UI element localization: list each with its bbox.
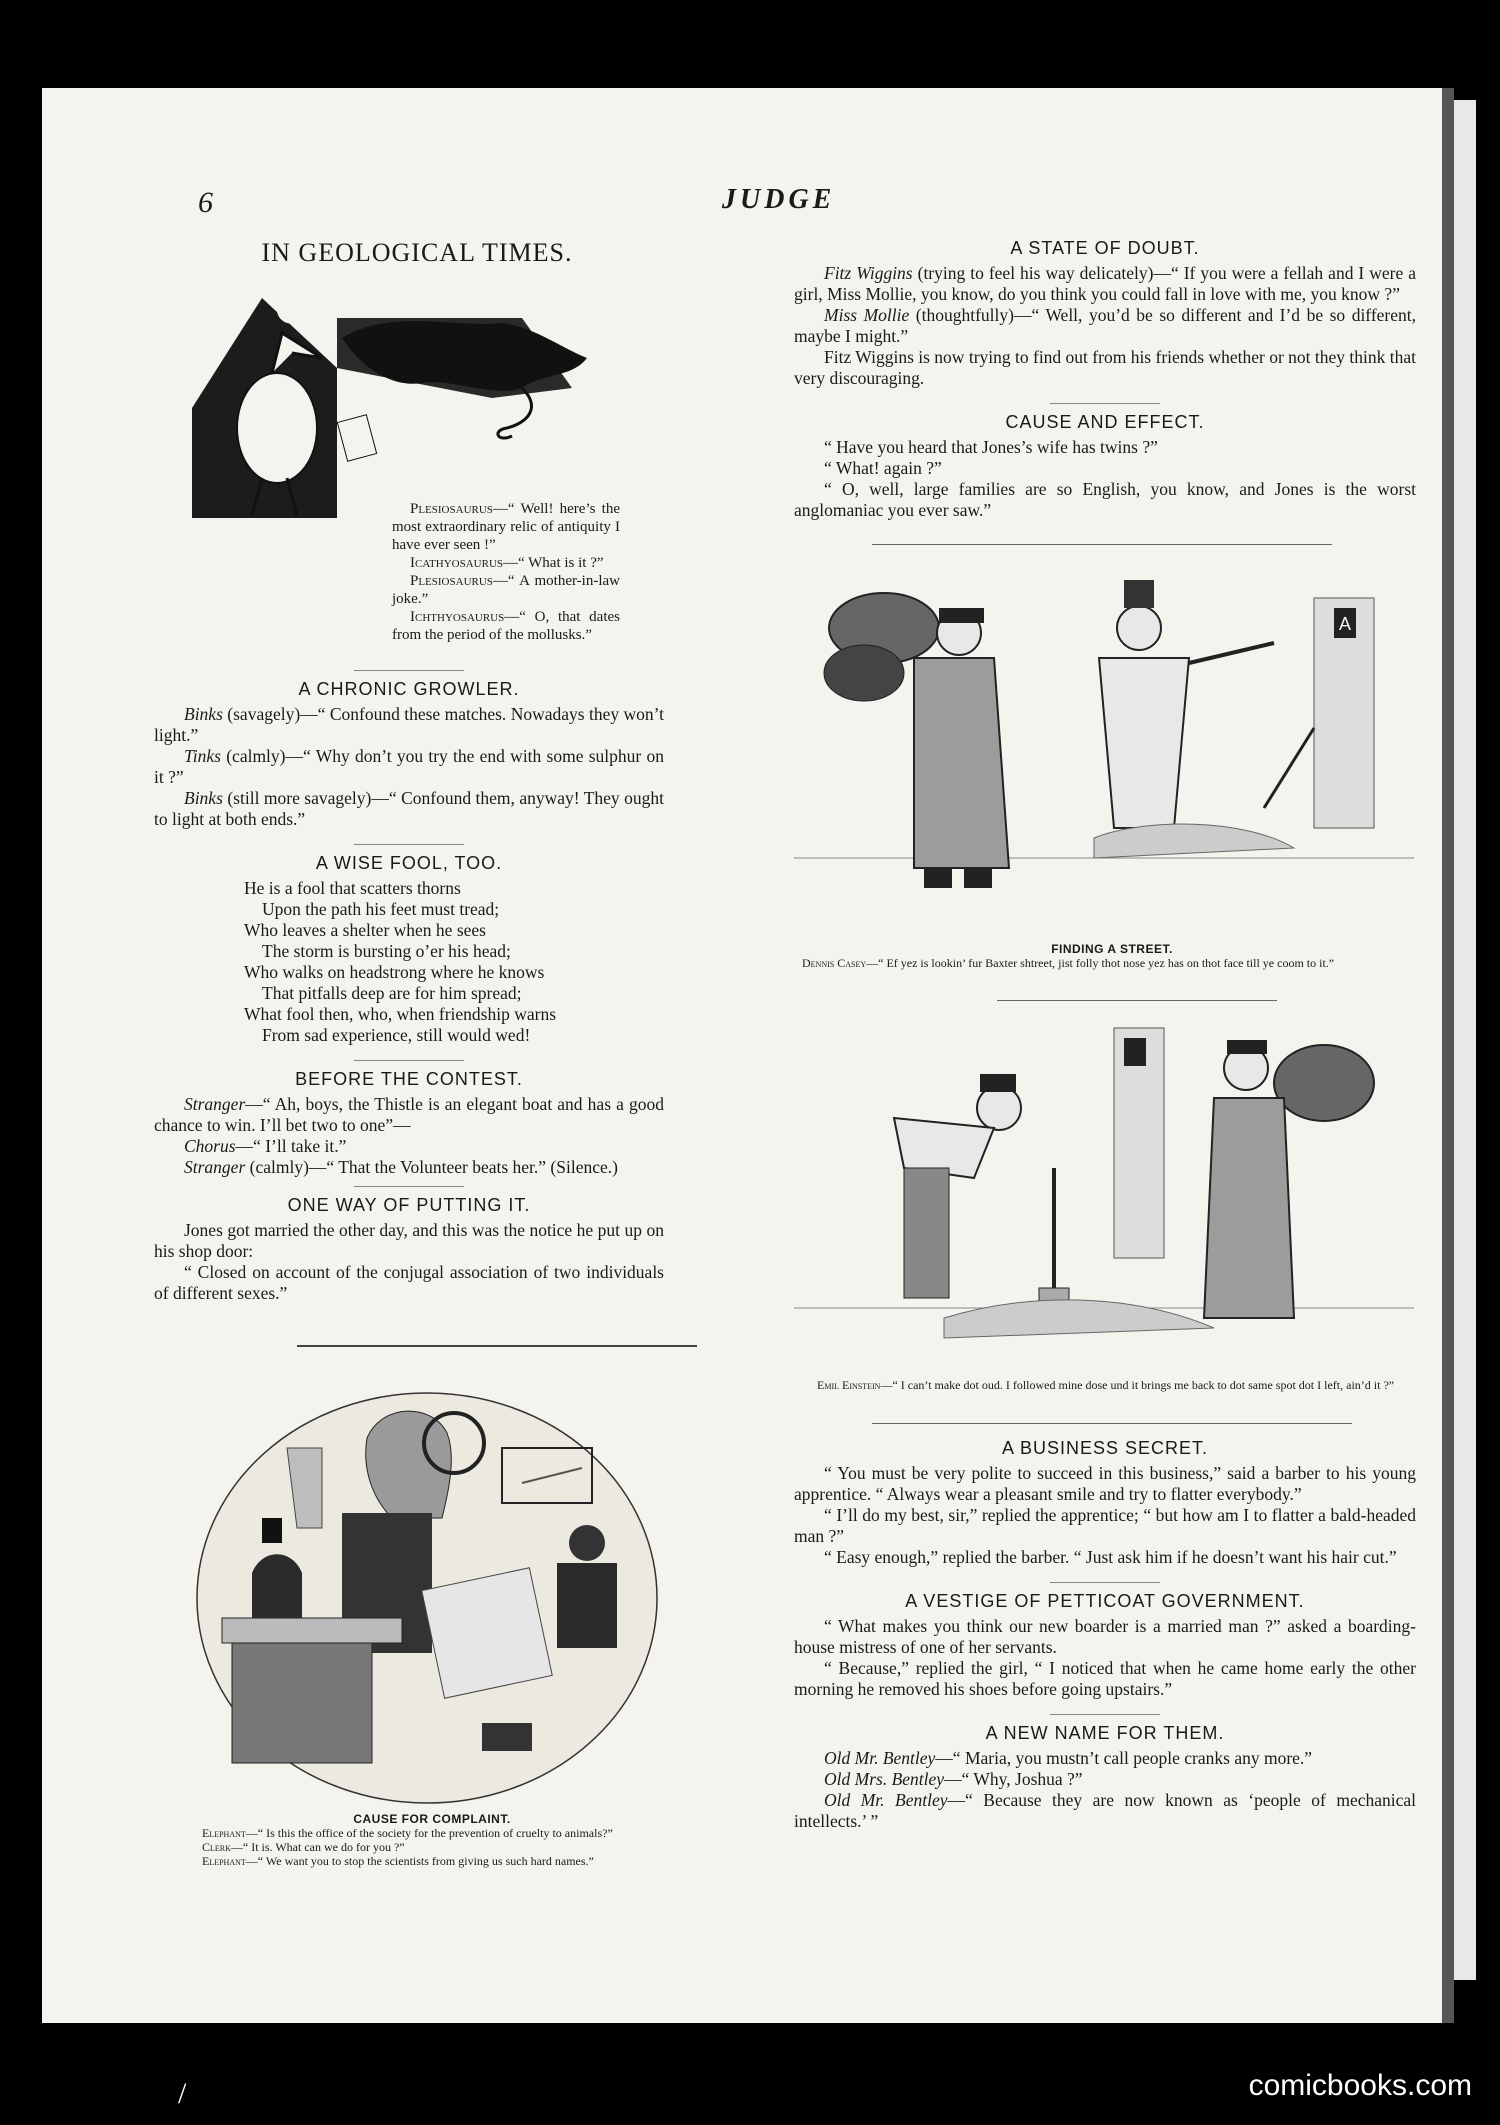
caption-line	[202, 1854, 662, 1868]
speaker: Icathyosaurus	[410, 555, 504, 571]
speaker: Miss Mollie	[824, 305, 910, 325]
line-text: —“ Why, Joshua ?”	[944, 1769, 1083, 1789]
line-text: (still more savagely)—“ Confound them, anyway! They ought to light at both ends.”	[154, 788, 664, 829]
dialogue-line	[392, 500, 620, 554]
dialogue-line	[154, 746, 664, 788]
dialogue-line	[392, 572, 620, 608]
chronic-title: A CHRONIC GROWLER.	[298, 679, 520, 699]
verse-line: What fool then, who, when friendship warns	[244, 1004, 557, 1024]
caption-line	[202, 1840, 662, 1854]
section-rule	[872, 544, 1332, 545]
wisefool-poem	[154, 878, 664, 1046]
speaker: Fitz Wiggins	[824, 263, 913, 283]
speaker: Elephant	[202, 1826, 246, 1840]
speaker: Stranger	[184, 1157, 246, 1177]
section-rule	[297, 1345, 697, 1347]
section-rule	[997, 1000, 1277, 1001]
divider	[1050, 403, 1160, 404]
line-text: —“ Well! here’s the most extraordinary relic of antiquity I have ever seen !”	[392, 501, 620, 553]
dialogue-line	[154, 1094, 664, 1136]
speaker: Elephant	[202, 1854, 246, 1868]
dialogue-line	[794, 263, 1416, 305]
right-column-bottom	[794, 1438, 1416, 1832]
paragraph: “ What makes you think our new boarder is a married man ?” asked a boarding-house mistress of one of her servants.	[794, 1616, 1416, 1657]
dialogue-line	[794, 1769, 1416, 1790]
speaker: Binks	[184, 788, 223, 808]
divider	[354, 844, 464, 845]
speaker: Chorus	[184, 1136, 236, 1156]
street-caption-title: FINDING A STREET.	[1051, 942, 1173, 956]
line-text: —“ Ef yez is lookin’ fur Baxter shtreet, jist folly thot nose yez has on thot face till ye coom to it.”	[866, 956, 1335, 970]
einstein-illustration	[794, 1018, 1414, 1353]
speaker: Stranger	[184, 1094, 246, 1114]
speaker: Emil Einstein	[817, 1378, 881, 1392]
paragraph: “ Easy enough,” replied the barber. “ Just ask him if he doesn’t want his hair cut.”	[824, 1547, 1397, 1567]
divider	[354, 1186, 464, 1187]
complaint-caption	[202, 1812, 662, 1868]
line-text: —“ Ah, boys, the Thistle is an elegant boat and has a good chance to win. I’ll bet two to one”—	[154, 1094, 664, 1135]
business-title: A BUSINESS SECRET.	[1001, 1438, 1209, 1458]
page-number: 6	[198, 186, 213, 219]
speaker: Tinks	[184, 746, 221, 766]
dialogue-line	[154, 1157, 664, 1178]
dialogue-line	[154, 1136, 664, 1157]
oneway-title: ONE WAY OF PUTTING IT.	[287, 1195, 531, 1215]
einstein-caption	[817, 1378, 1417, 1392]
section-rule	[872, 1423, 1352, 1424]
geological-dialogue	[392, 500, 620, 644]
right-column-top	[794, 238, 1416, 521]
line-text: (savagely)—“ Confound these matches. Nowadays they won’t light.”	[154, 704, 664, 745]
verse-line: From sad experience, still would wed!	[262, 1025, 531, 1045]
line-text: (thoughtfully)—“ Well, you’d be so different and I’d be so different, maybe I might.”	[794, 305, 1416, 346]
divider	[354, 1060, 464, 1061]
geological-article	[192, 238, 642, 268]
dialogue-line	[794, 1748, 1416, 1769]
scan-mark: /	[178, 2077, 187, 2110]
paragraph: Fitz Wiggins is now trying to find out from his friends whether or not they think that very discouraging.	[794, 347, 1416, 388]
dialogue-line	[794, 1790, 1416, 1832]
paragraph: “ Have you heard that Jones’s wife has twins ?”	[824, 437, 1158, 457]
line-text: —“ What is it ?”	[503, 555, 604, 571]
street-illustration	[794, 568, 1414, 908]
doubt-title: A STATE OF DOUBT.	[1010, 238, 1200, 258]
speaker: Old Mr. Bentley	[824, 1748, 936, 1768]
geological-title: IN GEOLOGICAL TIMES.	[261, 238, 573, 267]
speaker: Old Mrs. Bentley	[824, 1769, 945, 1789]
line-text: (calmly)—“ Why don’t you try the end with some sulphur on it ?”	[154, 746, 664, 787]
dialogue-line	[154, 704, 664, 746]
divider	[1050, 1714, 1160, 1715]
verse-line: He is a fool that scatters thorns	[244, 878, 461, 898]
line-text: —“ We want you to stop the scientists from giving us such hard names.”	[245, 1854, 594, 1868]
line-text: —“ Because they are now known as ‘people of mechanical intellects.’ ”	[794, 1790, 1417, 1831]
caption-line	[817, 1378, 1417, 1392]
verse-line: Upon the path his feet must tread;	[262, 899, 500, 919]
street-sign-letter: A	[1338, 614, 1352, 634]
cause-title: CAUSE AND EFFECT.	[1005, 412, 1205, 432]
contest-title: BEFORE THE CONTEST.	[295, 1069, 523, 1089]
paragraph: Jones got married the other day, and this was the notice he put up on his shop door:	[154, 1220, 664, 1261]
line-text: —“ A mother-in-law joke.”	[392, 573, 620, 607]
speaker: Ichthyosaurus	[410, 609, 505, 625]
paragraph: “ Because,” replied the girl, “ I noticed that when he came home early the other morning he removed his shoes before going upstairs.”	[794, 1658, 1416, 1699]
paragraph: “ I’ll do my best, sir,” replied the apprentice; “ but how am I to flatter a bald-headed man ?”	[794, 1505, 1416, 1546]
line-text: (calmly)—“ That the Volunteer beats her.” (Silence.)	[245, 1157, 618, 1177]
line-text: —“ O, that dates from the period of the mollusks.”	[392, 609, 620, 643]
verse-line: Who walks on headstrong where he knows	[244, 962, 545, 982]
paragraph: “ You must be very polite to succeed in this business,” said a barber to his young apprentice. “ Always wear a pleasant smile and try to flatter everybody.”	[794, 1463, 1416, 1504]
verse-line: Who leaves a shelter when he sees	[244, 920, 486, 940]
complaint-caption-title: CAUSE FOR COMPLAINT.	[353, 1812, 511, 1826]
line-text: —“ It is. What can we do for you ?”	[230, 1840, 405, 1854]
divider	[354, 670, 464, 671]
divider	[1050, 1582, 1160, 1583]
next-page-edge	[1454, 100, 1476, 1980]
left-column	[154, 670, 664, 1304]
speaker: Old Mr. Bentley	[824, 1790, 948, 1810]
dialogue-line	[154, 788, 664, 830]
paragraph: “ What! again ?”	[824, 458, 942, 478]
elephant-illustration	[192, 1388, 662, 1808]
line-text: —“ I can’t make dot oud. I followed mine dose und it brings me back to dot same spot dot I left, ain’d it ?”	[880, 1378, 1395, 1392]
paragraph: “ O, well, large families are so English, you know, and Jones is the worst anglomaniac you ever saw.”	[794, 479, 1416, 520]
line-text: (trying to feel his way delicately)—“ If you were a fellah and I were a girl, Miss Mollie, you know, do you think you could fall in love with me, you know ?”	[794, 263, 1417, 304]
dinosaur-illustration	[192, 278, 622, 523]
speaker: Clerk	[202, 1840, 231, 1854]
masthead: JUDGE	[722, 184, 836, 215]
street-caption	[802, 942, 1422, 970]
speaker: Dennis Casey	[802, 956, 867, 970]
speaker: Binks	[184, 704, 223, 724]
caption-line	[202, 1826, 662, 1840]
speaker: Plesiosaurus	[410, 501, 493, 517]
dialogue-line	[392, 554, 620, 572]
caption-line	[802, 956, 1422, 970]
wisefool-title: A WISE FOOL, TOO.	[315, 853, 503, 873]
dialogue-line	[392, 608, 620, 644]
newname-title: A NEW NAME FOR THEM.	[985, 1723, 1225, 1743]
watermark: comicbooks.com	[1248, 2069, 1472, 2102]
line-text: —“ I’ll take it.”	[235, 1136, 347, 1156]
line-text: —“ Is this the office of the society for the prevention of cruelty to animals?”	[245, 1826, 613, 1840]
binding-spine	[1442, 88, 1454, 2023]
dialogue-line	[794, 305, 1416, 347]
speaker: Plesiosaurus	[410, 573, 493, 589]
line-text: —“ Maria, you mustn’t call people cranks any more.”	[935, 1748, 1313, 1768]
verse-line: That pitfalls deep are for him spread;	[262, 983, 522, 1003]
magazine-page	[42, 88, 1442, 2023]
verse-line: The storm is bursting o’er his head;	[262, 941, 511, 961]
vestige-title: A VESTIGE OF PETTICOAT GOVERNMENT.	[905, 1591, 1305, 1611]
paragraph: “ Closed on account of the conjugal association of two individuals of different sexes.”	[154, 1262, 664, 1303]
